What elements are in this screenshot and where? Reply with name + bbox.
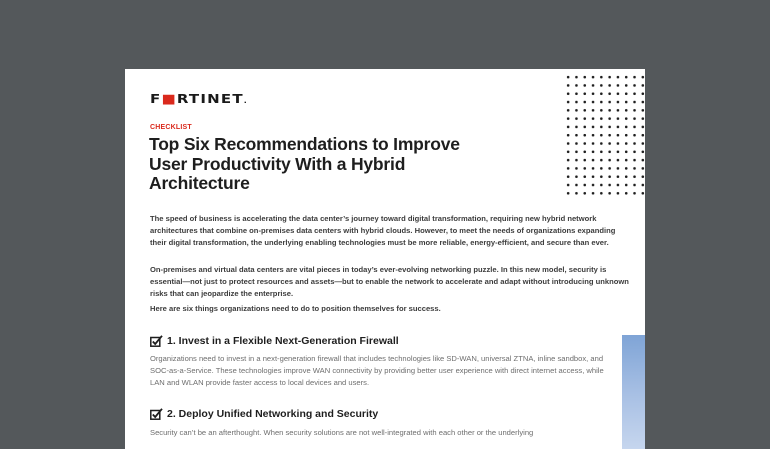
section-heading-2: 2. Deploy Unified Networking and Security (150, 408, 378, 420)
checkbox-checked-icon (150, 408, 163, 420)
intro-paragraph-2: On-premises and virtual data centers are vital pieces in today’s ever-evolving networking puzzle. In this new model, security is essential—not just to protect resources and assets—but to enable the network to accelerate and adapt without introducing unknown risks that can jeopardize the enterprise. (150, 265, 629, 298)
fortinet-logo: F■RTINET. (150, 91, 248, 107)
section-body-1: Organizations need to invest in a next-generation firewall that includes technologies like SD-WAN, universal ZTNA, inline sandbox, and SOC-as-a-Service. These technologies improve WAN connectivity by providing better user experience with direct internet access, while LAN and WLAN provide faster access to local devices and users. (150, 354, 604, 387)
section-heading-1: 1. Invest in a Flexible Next-Generation Firewall (150, 335, 399, 347)
document-kicker: CHECKLIST (150, 124, 192, 131)
intro-paragraph-1: The speed of business is accelerating the data center’s journey toward digital transformation, requiring new hybrid network architectures that combine on-premises data centers with hybrid clouds. However, to meet the needs of organizations expanding their digital transformation, the underlying enabling technologies must be more reliable, energy-efficient, and secure than ever. (150, 214, 616, 247)
document-page (125, 69, 645, 449)
checkbox-checked-icon (150, 335, 163, 347)
document-title: Top Six Recommendations to Improve User Productivity With a Hybrid Architecture (149, 134, 460, 193)
dot-grid-decoration (564, 73, 645, 197)
intro-paragraph-3: Here are six things organizations need to do to position themselves for success. (150, 304, 441, 313)
section-body-2: Security can’t be an afterthought. When security solutions are not well-integrated with each other or the underlying (150, 428, 534, 437)
logo-o-mark: ■ (161, 91, 177, 107)
side-image-strip (622, 335, 645, 449)
